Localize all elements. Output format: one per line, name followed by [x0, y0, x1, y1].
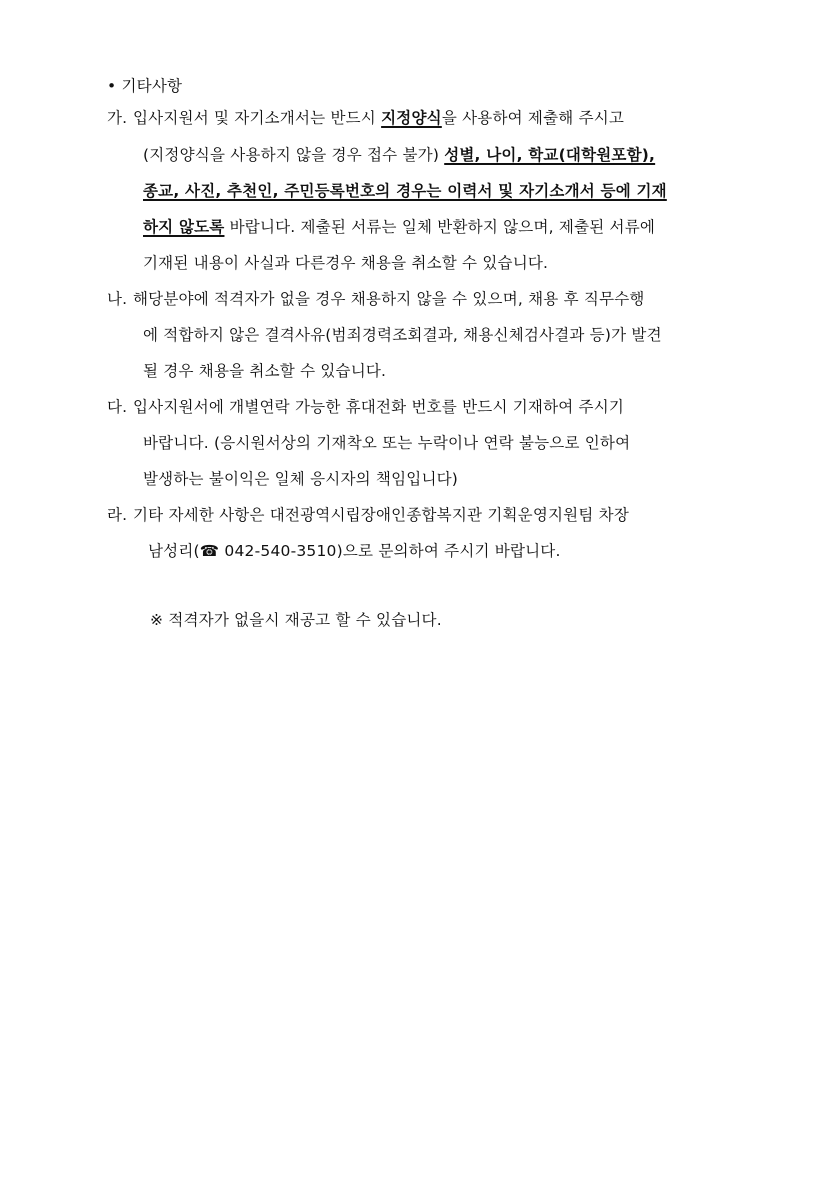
text-span: 입사지원서에 개별연락 가능한 휴대전화 번호를 반드시 기재하여 주시기 — [133, 398, 625, 416]
text-span: (지정양식을 사용하지 않을 경우 접수 불가) — [143, 146, 445, 164]
section-title: • 기타사항 — [107, 77, 183, 95]
list-item-line — [107, 397, 624, 417]
text-span: 기재된 내용이 사실과 다른경우 채용을 취소할 수 있습니다. — [143, 254, 549, 272]
text-span: 을 사용하여 제출해 주시고 — [441, 109, 625, 127]
list-item-line — [143, 253, 548, 273]
item-marker: 나. — [107, 290, 128, 308]
emphasized-text: 성별, 나이, 학교(대학원포함), — [444, 146, 656, 164]
text-span: 바랍니다. 제출된 서류는 일체 반환하지 않으며, 제출된 서류에 — [224, 218, 656, 236]
item-marker: 가. — [107, 109, 128, 127]
list-item-line — [143, 181, 667, 201]
text-span: 기타 자세한 사항은 대전광역시립장애인종합복지관 기획운영지원팀 차장 — [133, 506, 629, 524]
list-item-line: 될 경우 채용을 취소할 수 있습니다. — [143, 362, 387, 380]
list-item-line — [143, 145, 655, 165]
emphasized-text: 하지 않도록 — [143, 218, 225, 236]
list-item-line: 남성리(☎ 042-540-3510)으로 문의하여 주시기 바랍니다. — [148, 542, 561, 560]
list-item-line — [107, 289, 645, 309]
note-text: ※ 적격자가 없을시 재공고 할 수 있습니다. — [150, 611, 442, 629]
item-marker: 다. — [107, 398, 128, 416]
text-span: 입사지원서 및 자기소개서는 반드시 — [133, 109, 382, 127]
list-item-line: 에 적합하지 않은 결격사유(범죄경력조회결과, 채용신체검사결과 등)가 발견 — [143, 326, 662, 344]
list-item-line: 바랍니다. (응시원서상의 기재착오 또는 누락이나 연락 불능으로 인하여 — [143, 434, 631, 452]
item-marker: 라. — [107, 506, 128, 524]
emphasized-text: 종교, 사진, 추천인, 주민등록번호의 경우는 이력서 및 자기소개서 등에 기재 — [143, 182, 667, 200]
list-item-line — [143, 217, 655, 237]
list-item-line — [107, 108, 624, 128]
list-item-line: 발생하는 불이익은 일체 응시자의 책임입니다) — [143, 470, 459, 488]
emphasized-text: 지정양식 — [381, 109, 442, 127]
text-span: 해당분야에 적격자가 없을 경우 채용하지 않을 수 있으며, 채용 후 직무수행 — [133, 290, 645, 308]
list-item-line — [107, 505, 629, 525]
